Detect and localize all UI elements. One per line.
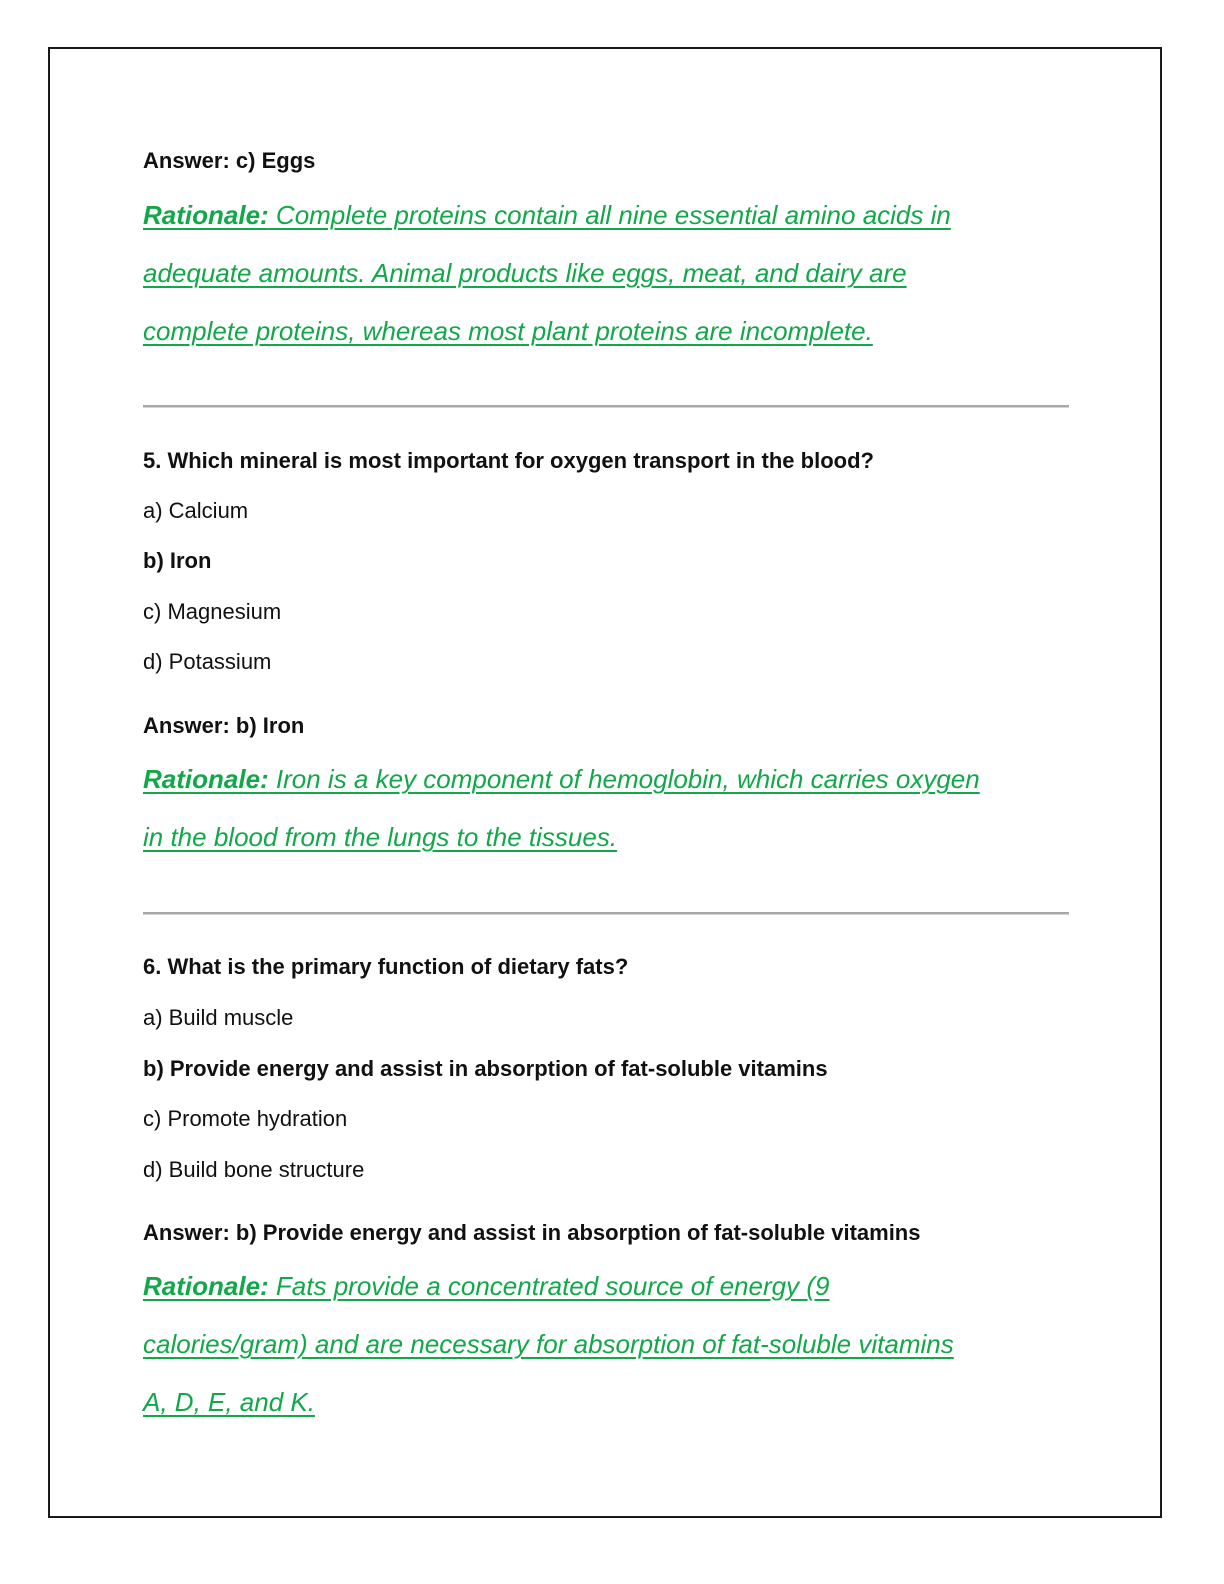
rationale-label: Rationale: bbox=[143, 1271, 269, 1301]
rationale-label: Rationale: bbox=[143, 200, 269, 230]
option-c: c) Promote hydration bbox=[143, 1106, 348, 1131]
option-d: d) Potassium bbox=[143, 649, 272, 674]
rationale-q6 bbox=[143, 1257, 1073, 1431]
question-5: 5. Which mineral is most important for oxygen transport in the blood? bbox=[143, 448, 874, 473]
question-6: 6. What is the primary function of dietary fats? bbox=[143, 954, 629, 979]
answer-q4: Answer: c) Eggs bbox=[143, 148, 316, 173]
rationale-text: Fats provide a concentrated source of energy (9 bbox=[268, 1271, 830, 1301]
rationale-line bbox=[143, 186, 1073, 244]
option-b-correct: b) Iron bbox=[143, 548, 212, 573]
rationale-text: Iron is a key component of hemoglobin, which carries oxygen bbox=[268, 764, 980, 794]
rationale-line bbox=[143, 750, 1073, 808]
option-c: c) Magnesium bbox=[143, 599, 282, 624]
rationale-q5 bbox=[143, 750, 1073, 866]
rationale-line: in the blood from the lungs to the tissues. bbox=[143, 822, 618, 852]
rationale-line bbox=[143, 1257, 1073, 1315]
rationale-line: complete proteins, whereas most plant proteins are incomplete. bbox=[143, 316, 873, 346]
rationale-line: A, D, E, and K. bbox=[143, 1387, 315, 1417]
answer-q5: Answer: b) Iron bbox=[143, 713, 305, 738]
answer-q6: Answer: b) Provide energy and assist in absorption of fat-soluble vitamins bbox=[143, 1220, 921, 1245]
rationale-line: adequate amounts. Animal products like eggs, meat, and dairy are bbox=[143, 258, 907, 288]
section-divider bbox=[143, 405, 1069, 407]
option-d: d) Build bone structure bbox=[143, 1157, 365, 1182]
option-a: a) Calcium bbox=[143, 498, 249, 523]
option-b-correct: b) Provide energy and assist in absorption of fat-soluble vitamins bbox=[143, 1056, 828, 1081]
option-a: a) Build muscle bbox=[143, 1005, 294, 1030]
rationale-line: calories/gram) and are necessary for absorption of fat-soluble vitamins bbox=[143, 1329, 954, 1359]
rationale-label: Rationale: bbox=[143, 764, 269, 794]
section-divider bbox=[143, 912, 1069, 914]
rationale-text: Complete proteins contain all nine essential amino acids in bbox=[268, 200, 951, 230]
rationale-q4 bbox=[143, 186, 1073, 360]
